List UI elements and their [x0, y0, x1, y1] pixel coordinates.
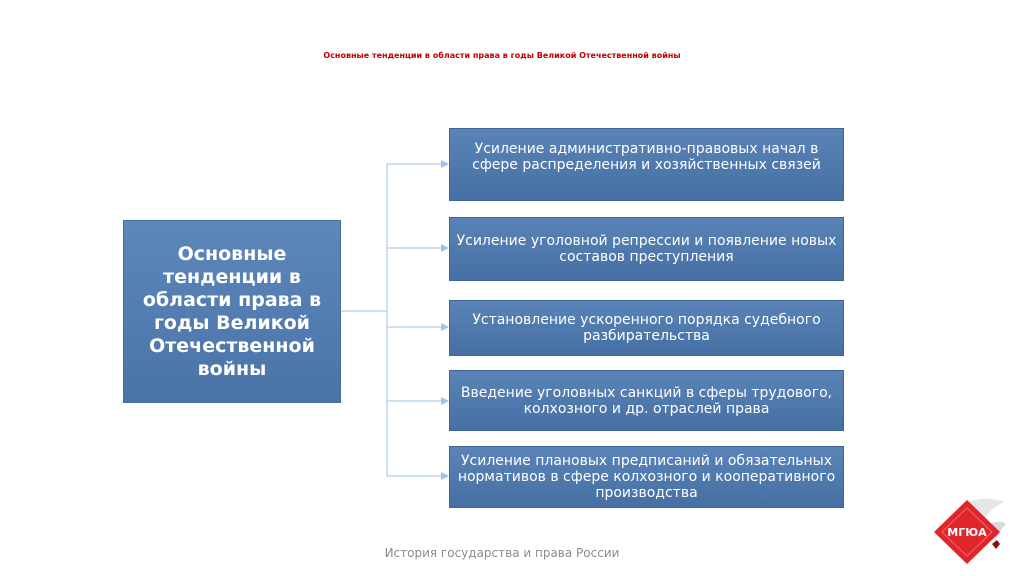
diagram-branch-node — [449, 217, 844, 281]
diagram-branch-label: Усиление уголовной репрессии и появление новых составов преступления — [456, 233, 837, 265]
logo-text: МГЮА — [947, 526, 987, 539]
mgyua-logo — [930, 494, 1006, 566]
diagram-branch-label: Установление ускоренного порядка судебного разбирательства — [472, 312, 821, 344]
diagram-branch-node — [449, 446, 844, 508]
diagram-root-node — [123, 220, 341, 403]
diagram-branch-label: Усиление плановых предписаний и обязательных нормативов в сфере колхозного и кооперативного производства — [457, 453, 836, 501]
slide-title: Основные тенденции в области права в годы Великой Отечественной войны — [323, 51, 681, 60]
diagram-branch-node — [449, 128, 844, 201]
diagram-root-label: Основные тенденции в области права в годы Великой Отечественной войны — [142, 242, 322, 380]
diagram-branch-node — [449, 370, 844, 431]
footer-text: История государства и права России — [384, 546, 620, 560]
diagram-branch-node — [449, 300, 844, 356]
diagram-branch-label: Усиление административно-правовых начал в сфере распределения и хозяйственных связей — [472, 141, 821, 173]
diagram-branch-label: Введение уголовных санкций в сферы трудового, колхозного и др. отраслей права — [460, 384, 833, 417]
logo-emblem-icon — [992, 540, 1000, 549]
